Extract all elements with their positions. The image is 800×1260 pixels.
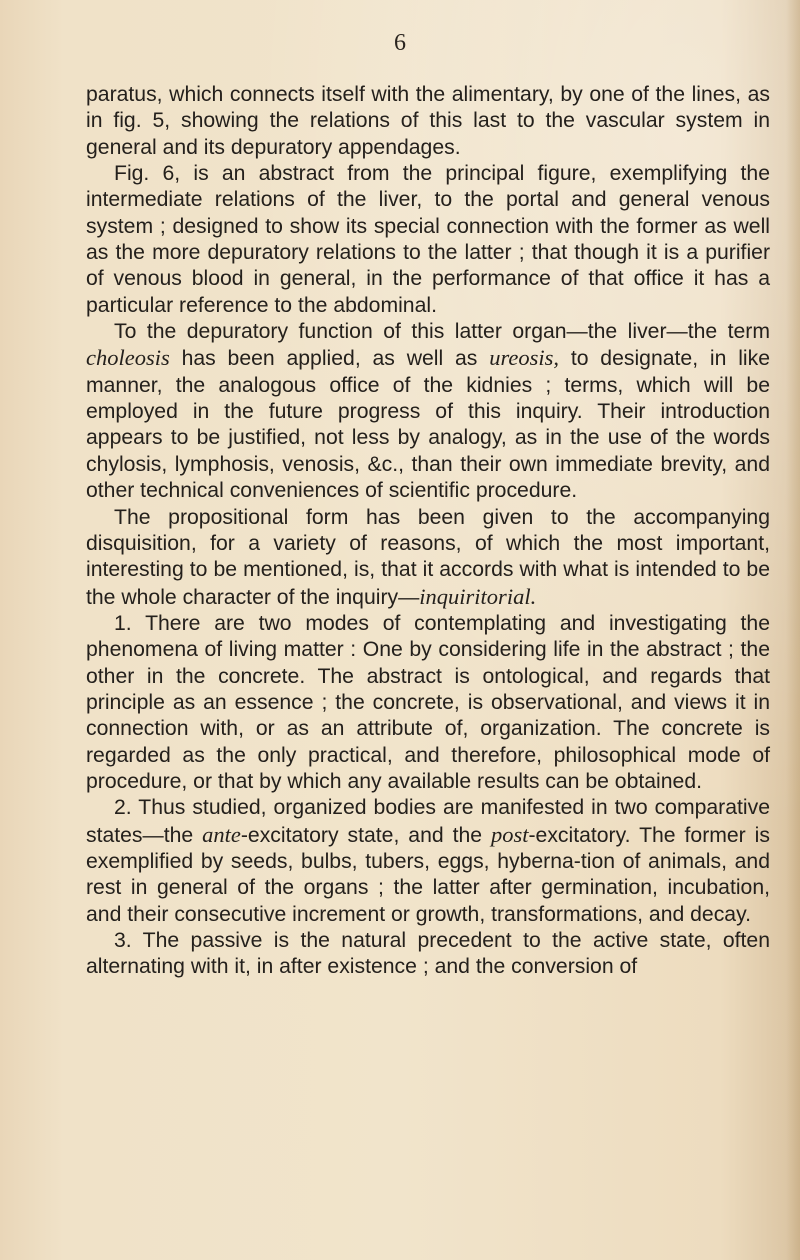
term-inquiritorial: inquiritorial. — [419, 583, 537, 609]
page-number: 6 — [394, 30, 406, 56]
text-run: To the depuratory function of this latter organ—the liver—the term — [114, 320, 770, 344]
text-run: The propositional form has been given to the accompanying disquisition, for a variety of reasons, of which the most important, interesting to be mentioned, is, that it accords with what is intended to be the whole character of the inquiry— — [86, 505, 770, 609]
paragraph-continuation: paratus, which connects itself with the alimentary, by one of the lines, as in fig. 5, showing the relations of this last to the vascular system in general and its depuratory appendages. — [86, 83, 770, 159]
term-ureosis: ureosis, — [489, 345, 560, 371]
proposition-1: 1. There are two modes of contemplating and investigating the phenomena of living matter : One by considering life in the abstract ; the other in the concrete. The abstract is ontological, and regards that principle as an essence ; the concrete, is observational, and views it in connection with, or as an attribute of, organization. The concrete is regarded as the only practical, and therefore, philosophical mode of procedure, or that by which any available results can be obtained. — [86, 611, 770, 793]
text-run: 2. Thus studied, organized bodies are manifested in two comparative states—the — [86, 796, 770, 847]
text-run: -excitatory. The former is exemplified by seeds, bulbs, tubers, eggs, hyberna-tion of animals, and rest in general of the organs ; the latter after germination, incubation, and their consecutive increment or growth, transformations, and decay. — [86, 823, 770, 926]
paragraph-propositional-form — [86, 505, 770, 611]
text-run: has been applied, as well as — [169, 347, 490, 371]
paragraph-fig6: Fig. 6, is an abstract from the principal figure, exemplifying the intermediate relations of the liver, to the portal and general venous system ; designed to show its special connection with the former as well as the more depuratory relations to the latter ; that though it is a purifier of venous blood in general, in the performance of that office it has a particular reference to the abdominal. — [86, 162, 770, 317]
term-choleosis: choleosis — [86, 345, 170, 371]
proposition-2 — [86, 795, 770, 928]
text-run: to designate, in like manner, the analogous office of the kidnies ; terms, which will be employed in the future progress of this inquiry. Their introduction appears to be justified, not less by analogy, as in the use of the words chylosis, lymphosis, venosis, &c., than their own immediate brevity, and other technical conveniences of scientific procedure. — [86, 347, 770, 503]
text-run: -excitatory state, and the — [240, 823, 491, 847]
paragraph-depuratory-function — [86, 319, 770, 504]
proposition-3: 3. The passive is the natural precedent to the active state, often alternating with it, in after existence ; and the conversion of — [86, 929, 770, 979]
body-text — [86, 82, 770, 981]
term-post: post — [490, 821, 529, 847]
page-edge-shadow — [786, 0, 800, 1260]
term-ante: ante — [202, 821, 241, 847]
